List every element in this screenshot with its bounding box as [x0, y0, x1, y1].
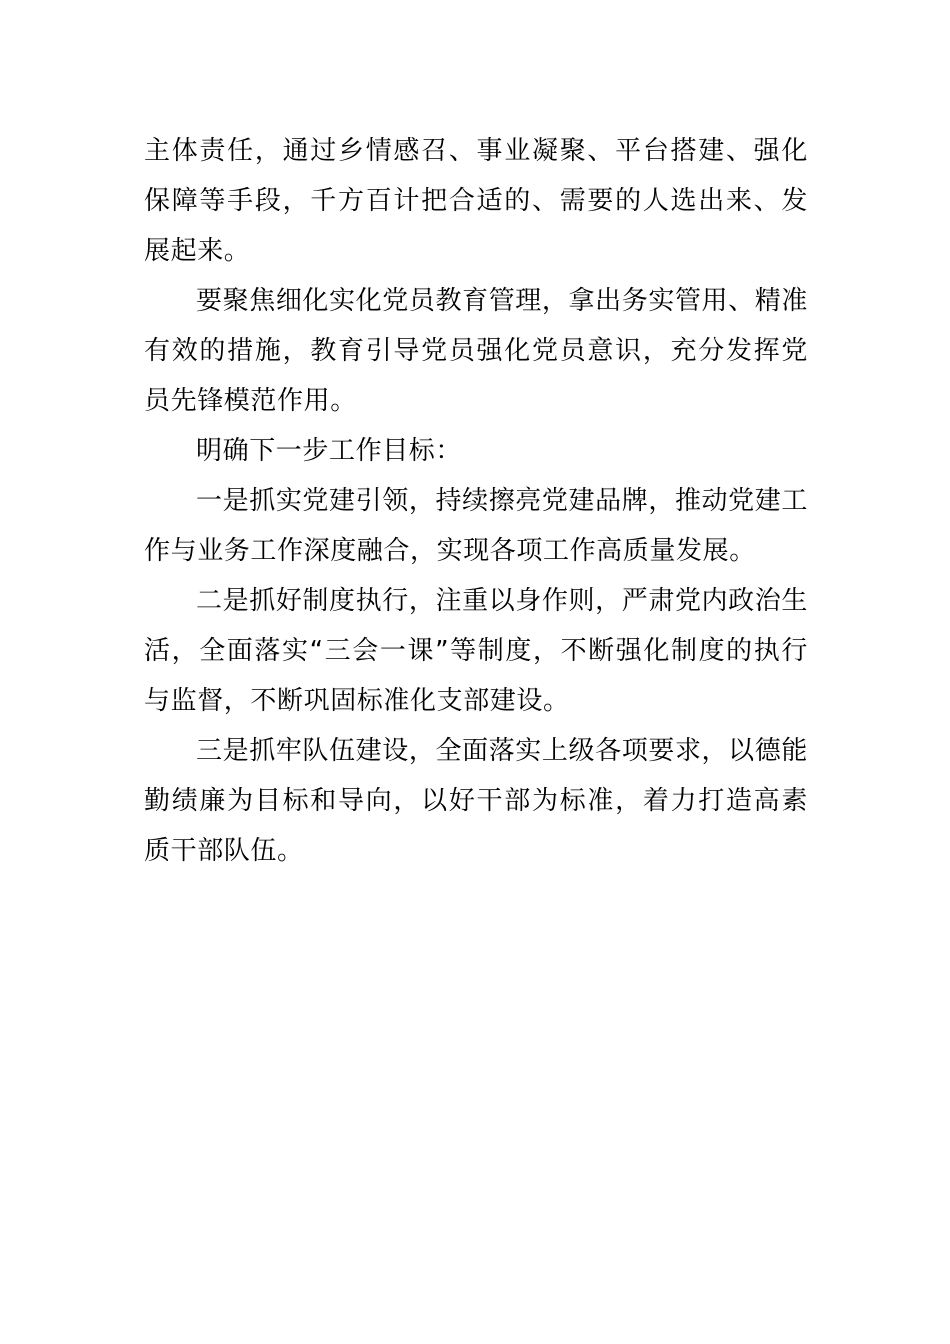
document-body — [144, 126, 808, 876]
paragraph-goals-heading: 明确下一步工作目标： — [196, 436, 463, 466]
paragraph-goal-three: 三是抓牢队伍建设，全面落实上级各项要求，以德能勤绩廉为目标和导向，以好干部为标准，着力打造高素质干部队伍。 — [144, 736, 808, 866]
paragraph-goal-two: 二是抓好制度执行，注重以身作则，严肃党内政治生活，全面落实“三会一课”等制度，不断强化制度的执行与监督，不断巩固标准化支部建设。 — [144, 586, 808, 716]
paragraph-party-education: 要聚焦细化实化党员教育管理，拿出务实管用、精准有效的措施，教育引导党员强化党员意识，充分发挥党员先锋模范作用。 — [144, 286, 808, 416]
paragraph-goal-one: 一是抓实党建引领，持续擦亮党建品牌，推动党建工作与业务工作深度融合，实现各项工作高质量发展。 — [144, 486, 808, 566]
paragraph-continuation: 主体责任，通过乡情感召、事业凝聚、平台搭建、强化保障等手段，千方百计把合适的、需要的人选出来、发展起来。 — [144, 136, 808, 266]
